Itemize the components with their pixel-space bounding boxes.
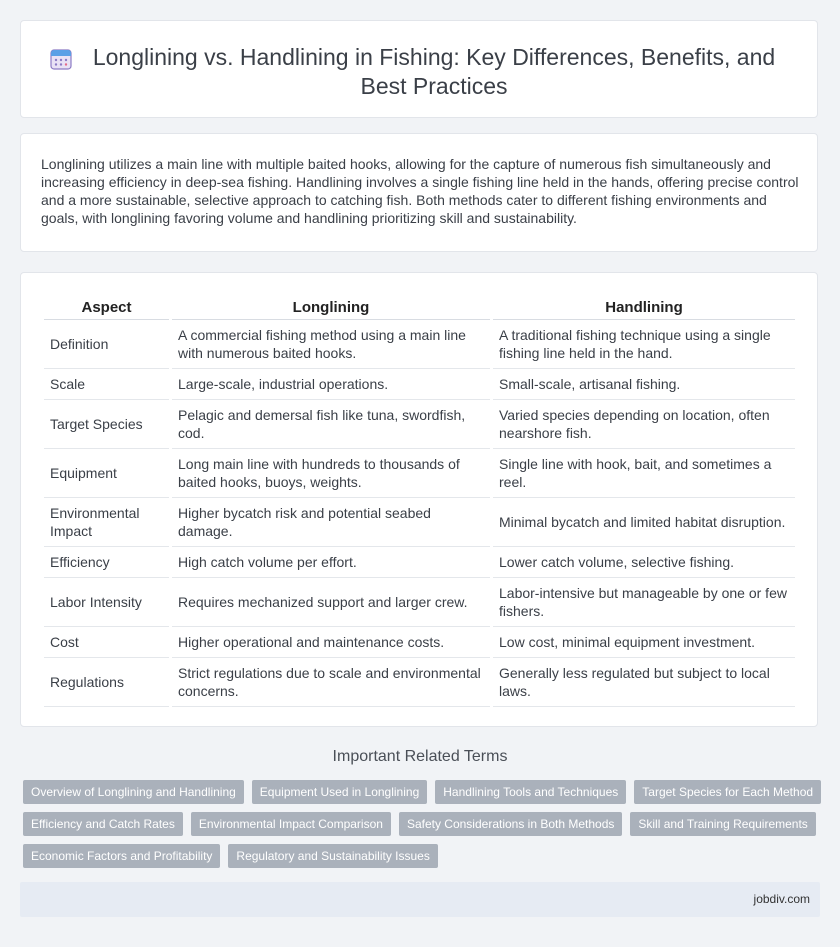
related-terms-tags [23,780,823,868]
tag-handlining-tools[interactable]: Handlining Tools and Techniques [435,780,626,804]
tag-skill-training[interactable]: Skill and Training Requirements [630,812,815,836]
table-row [44,547,795,578]
cell-handlining: Low cost, minimal equipment investment. [493,627,795,658]
table-row [44,449,795,498]
cell-longlining: A commercial fishing method using a main line with numerous baited hooks. [172,320,490,369]
tag-economic-factors[interactable]: Economic Factors and Profitability [23,844,220,868]
intro-paragraph: Longlining utilizes a main line with multiple baited hooks, allowing for the capture of numerous fish simultaneously and increasing efficiency in deep-sea fishing. Handlining involves a single fishing line held in the hands, offering precise control and a more sustainable, selective approach to catching fish. Both methods cater to different fishing environments and goals, with longlining favoring volume and handlining prioritizing skill and sustainability. [41,156,799,226]
comparison-table [41,295,798,707]
table-row [44,578,795,627]
header-handlining: Handlining [493,295,795,320]
table-row [44,369,795,400]
tag-equipment-longlining[interactable]: Equipment Used in Longlining [252,780,427,804]
cell-aspect: Efficiency [44,547,169,578]
comparison-card [20,272,818,727]
table-row [44,658,795,707]
tag-target-species[interactable]: Target Species for Each Method [634,780,821,804]
cell-longlining: Requires mechanized support and larger crew. [172,578,490,627]
tag-efficiency[interactable]: Efficiency and Catch Rates [23,812,183,836]
header-aspect: Aspect [44,295,169,320]
cell-aspect: Target Species [44,400,169,449]
tag-overview[interactable]: Overview of Longlining and Handlining [23,780,244,804]
cell-longlining: Strict regulations due to scale and environmental concerns. [172,658,490,707]
cell-longlining: Pelagic and demersal fish like tuna, swordfish, cod. [172,400,490,449]
cell-aspect: Cost [44,627,169,658]
cell-aspect: Regulations [44,658,169,707]
cell-handlining: Varied species depending on location, often nearshore fish. [493,400,795,449]
cell-longlining: Higher bycatch risk and potential seabed damage. [172,498,490,547]
cell-longlining: High catch volume per effort. [172,547,490,578]
table-row [44,498,795,547]
cell-longlining: Long main line with hundreds to thousands of baited hooks, buoys, weights. [172,449,490,498]
cell-aspect: Equipment [44,449,169,498]
tag-environmental-impact[interactable]: Environmental Impact Comparison [191,812,391,836]
cell-longlining: Large-scale, industrial operations. [172,369,490,400]
cell-aspect: Environmental Impact [44,498,169,547]
table-row [44,400,795,449]
cell-aspect: Labor Intensity [44,578,169,627]
cell-handlining: A traditional fishing technique using a single fishing line held in the hand. [493,320,795,369]
table-row [44,320,795,369]
cell-aspect: Scale [44,369,169,400]
tag-safety[interactable]: Safety Considerations in Both Methods [399,812,622,836]
related-terms-title: Important Related Terms [332,748,508,765]
cell-aspect: Definition [44,320,169,369]
header-longlining: Longlining [172,295,490,320]
table-header-row [44,295,795,320]
cell-handlining: Small-scale, artisanal fishing. [493,369,795,400]
table-row [44,627,795,658]
footer [20,882,820,917]
cell-longlining: Higher operational and maintenance costs. [172,627,490,658]
cell-handlining: Lower catch volume, selective fishing. [493,547,795,578]
title-card [20,20,818,118]
footer-site-link[interactable]: jobdiv.com [753,892,810,906]
cell-handlining: Labor-intensive but manageable by one or few fishers. [493,578,795,627]
cell-handlining: Minimal bycatch and limited habitat disruption. [493,498,795,547]
page-title: Longlining vs. Handlining in Fishing: Key Differences, Benefits, and Best Practices [92,44,776,99]
intro-card [20,133,818,252]
tag-regulatory[interactable]: Regulatory and Sustainability Issues [228,844,437,868]
cell-handlining: Generally less regulated but subject to local laws. [493,658,795,707]
cell-handlining: Single line with hook, bait, and sometimes a reel. [493,449,795,498]
